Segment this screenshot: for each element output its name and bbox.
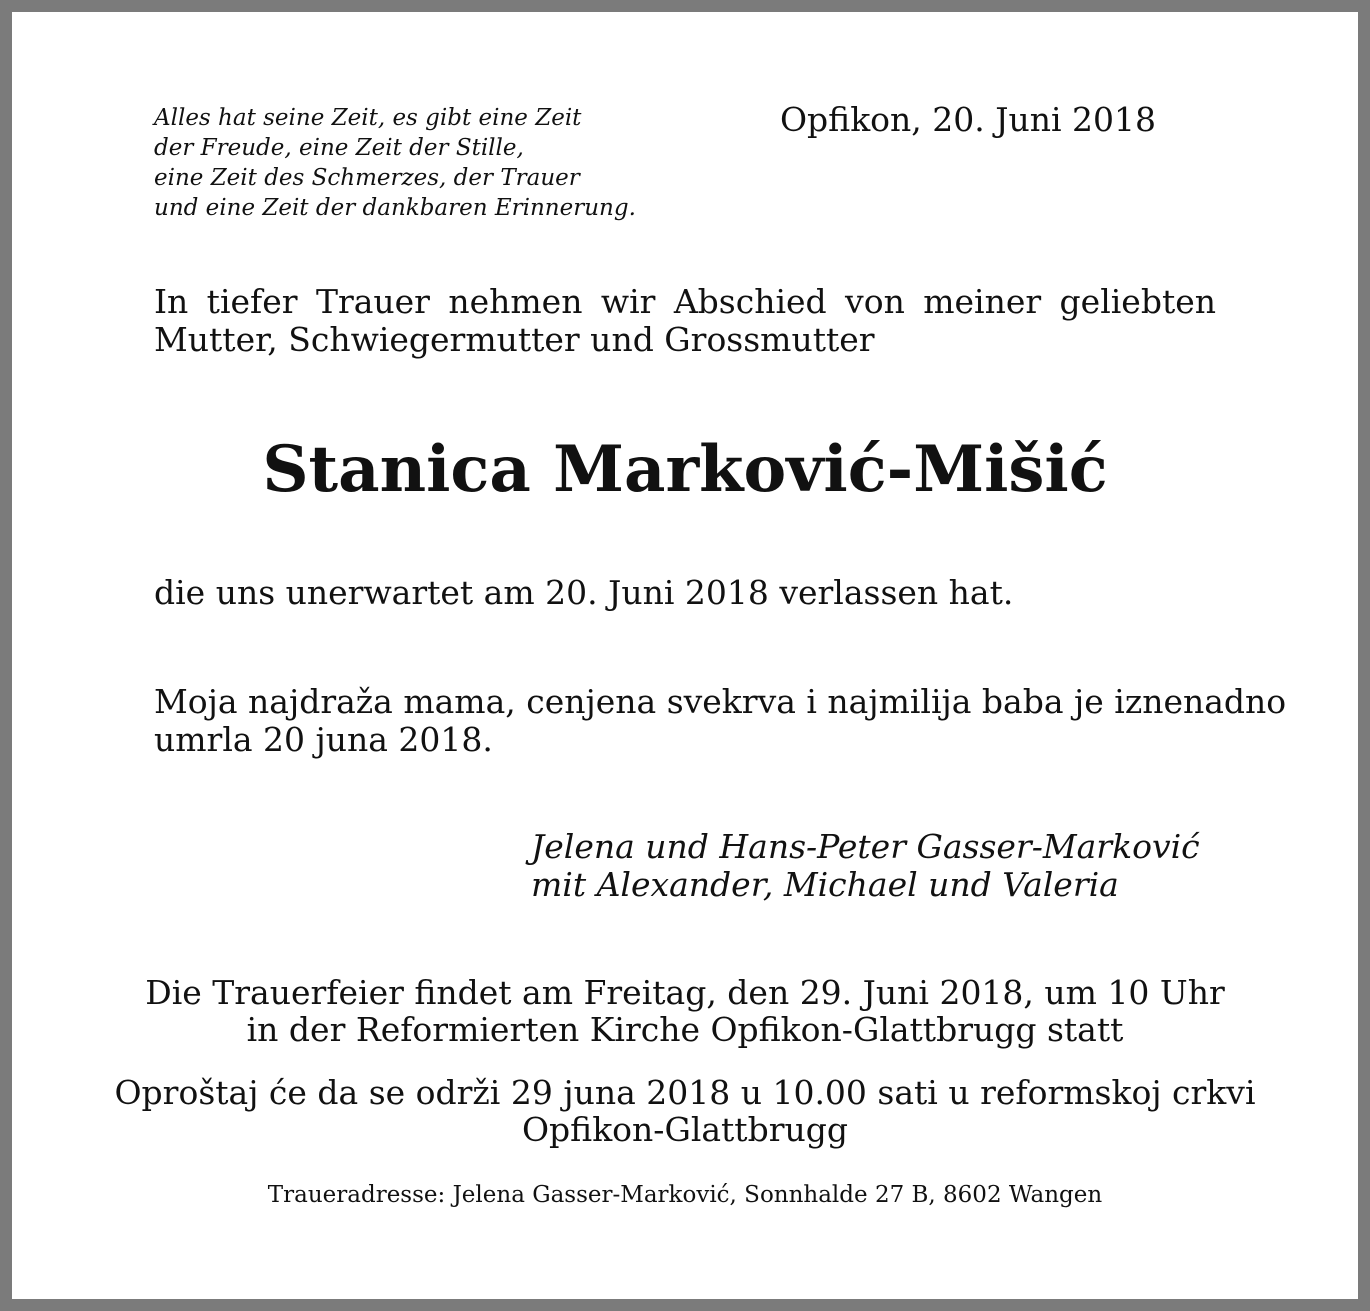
family-line: Jelena und Hans-Peter Gasser-Marković [531,827,1200,866]
mourning-address: Traueradresse: Jelena Gasser-Marković, Sonnhalde 27 B, 8602 Wangen [267,1182,1103,1208]
motto-line: der Freude, eine Zeit der Stille, [154,135,524,161]
ceremony-line: in der Reformierten Kirche Opfikon-Glattbrugg statt [246,1010,1124,1049]
serbian-note-line: umrla 20 juna 2018. [154,720,493,759]
serbian-note-line: Moja najdraža mama, cenjena svekrva i najmilija baba je iznenadno [154,682,1287,721]
ceremony-serbian-line: Opfikon-Glattbrugg [522,1110,848,1149]
intro-line: In tiefer Trauer nehmen wir Abschied von meiner geliebten [154,282,1216,321]
obituary-page [12,12,1358,1299]
motto-line: Alles hat seine Zeit, es gibt eine Zeit [154,105,582,131]
family-line: mit Alexander, Michael und Valeria [531,865,1119,904]
family-signature [531,828,1200,904]
motto-line: eine Zeit des Schmerzes, der Trauer [154,165,580,191]
place-date: Opfikon, 20. Juni 2018 [780,100,1157,139]
motto-line: und eine Zeit der dankbaren Erinnerung. [154,195,636,221]
motto-verse [154,103,636,223]
ceremony-info-serbian [12,1074,1358,1148]
serbian-note [154,683,1286,759]
intro-line: Mutter, Schwiegermutter und Grossmutter [154,320,875,359]
deceased-name: Stanica Marković-Mišić [262,432,1108,507]
intro-text [154,283,1216,359]
ceremony-serbian-line: Oproštaj će da se održi 29 juna 2018 u 10.00 sati u reformskoj crkvi [114,1073,1256,1112]
ceremony-info [12,974,1358,1048]
ceremony-line: Die Trauerfeier findet am Freitag, den 29. Juni 2018, um 10 Uhr [145,973,1225,1012]
departed-text: die uns unerwartet am 20. Juni 2018 verlassen hat. [154,573,1014,612]
